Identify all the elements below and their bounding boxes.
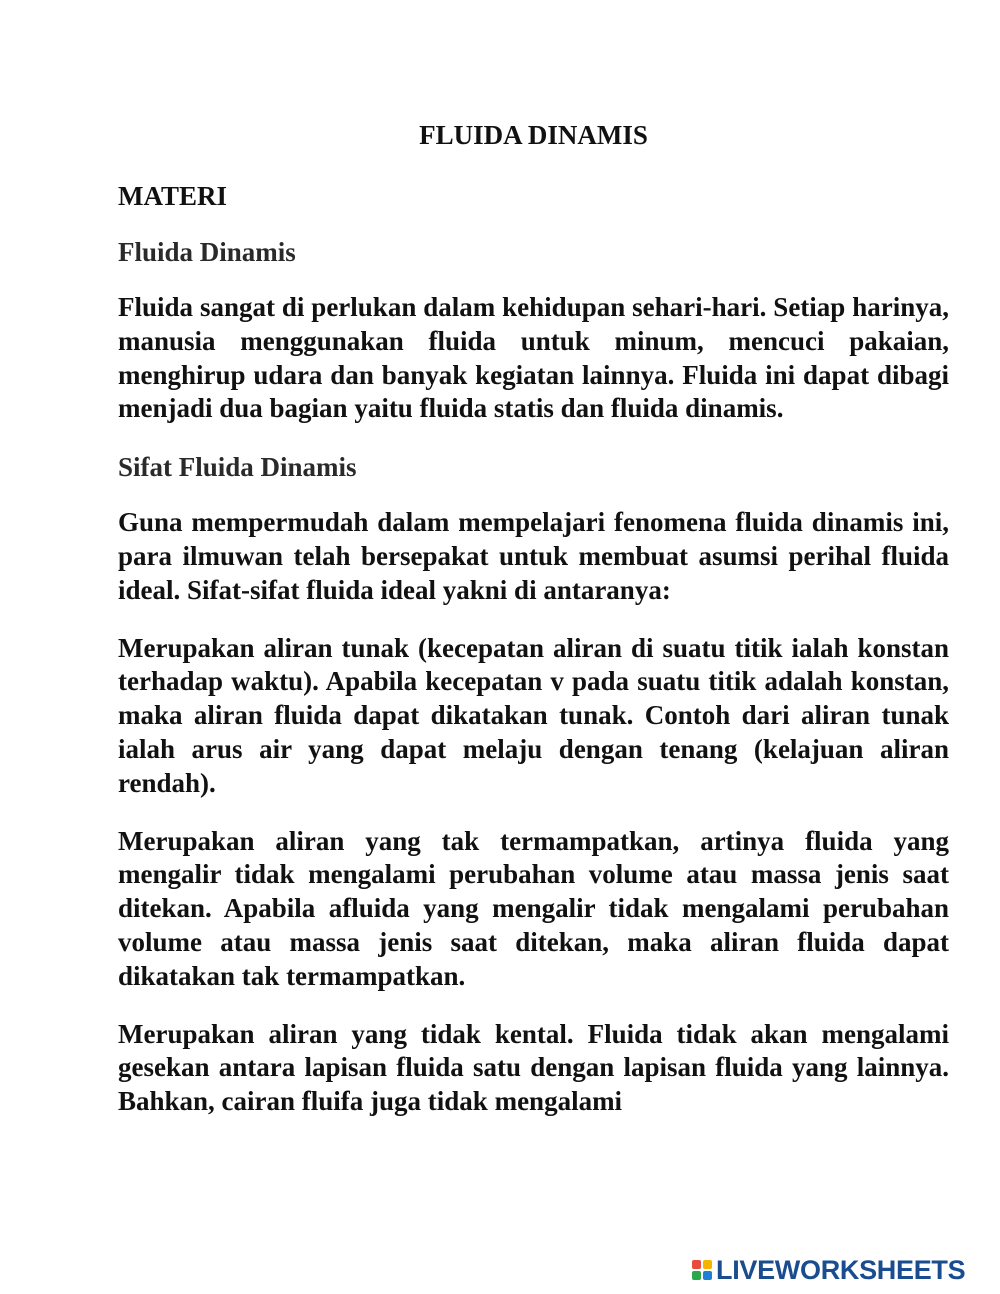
section-label-materi: MATERI — [118, 181, 228, 211]
paragraph-intro: Fluida sangat di perlukan dalam kehidupan sehari-hari. Setiap harinya, manusia menggunakan fluida untuk minum, mencuci pakaian, menghirup udara dan banyak kegiatan lainnya. Fluida ini dapat dibagi menjadi dua bagian yaitu fluida statis dan fluida dinamis. — [118, 292, 949, 424]
heading-fluida-dinamis: Fluida Dinamis — [118, 237, 296, 267]
heading-sifat-fluida-dinamis: Sifat Fluida Dinamis — [118, 452, 357, 483]
logo-square-blue — [703, 1271, 712, 1280]
logo-square-red — [692, 1260, 701, 1269]
liveworksheets-logo — [692, 1255, 965, 1285]
logo-text: LIVEWORKSHEETS — [716, 1254, 966, 1285]
logo-square-green — [692, 1271, 701, 1280]
paragraph-tak-termampatkan: Merupakan aliran yang tak termampatkan, artinya fluida yang mengalir tidak mengalami perubahan volume atau massa jenis saat ditekan. Apabila afluida yang mengalir tidak mengalami perubahan volume atau massa jenis saat ditekan, maka aliran fluida dapat dikatakan tak termampatkan. — [118, 825, 949, 991]
paragraph-sifat: Guna mempermudah dalam mempelajari fenomena fluida dinamis ini, para ilmuwan telah bersepakat untuk membuat asumsi perihal fluida ideal. Sifat-sifat fluida ideal yakni di antaranya: — [118, 507, 949, 605]
document-title: FLUIDA DINAMIS — [419, 120, 648, 150]
document-page — [118, 118, 949, 1119]
paragraph-aliran-tunak: Merupakan aliran tunak (kecepatan aliran di suatu titik ialah konstan terhadap waktu). Apabila kecepatan v pada suatu titik adalah konstan, maka aliran fluida dapat dikatakan tunak. Contoh dari aliran tunak ialah arus air yang dapat melaju dengan tenang (kelajuan aliran rendah). — [118, 632, 949, 798]
paragraph-tidak-kental: Merupakan aliran yang tidak kental. Fluida tidak akan mengalami gesekan antara lapisan fluida satu dengan lapisan fluida yang lainnya. Bahkan, cairan fluifa juga tidak mengalami — [118, 1018, 949, 1117]
liveworksheets-logo-icon — [692, 1260, 712, 1280]
logo-square-yellow — [703, 1260, 712, 1269]
